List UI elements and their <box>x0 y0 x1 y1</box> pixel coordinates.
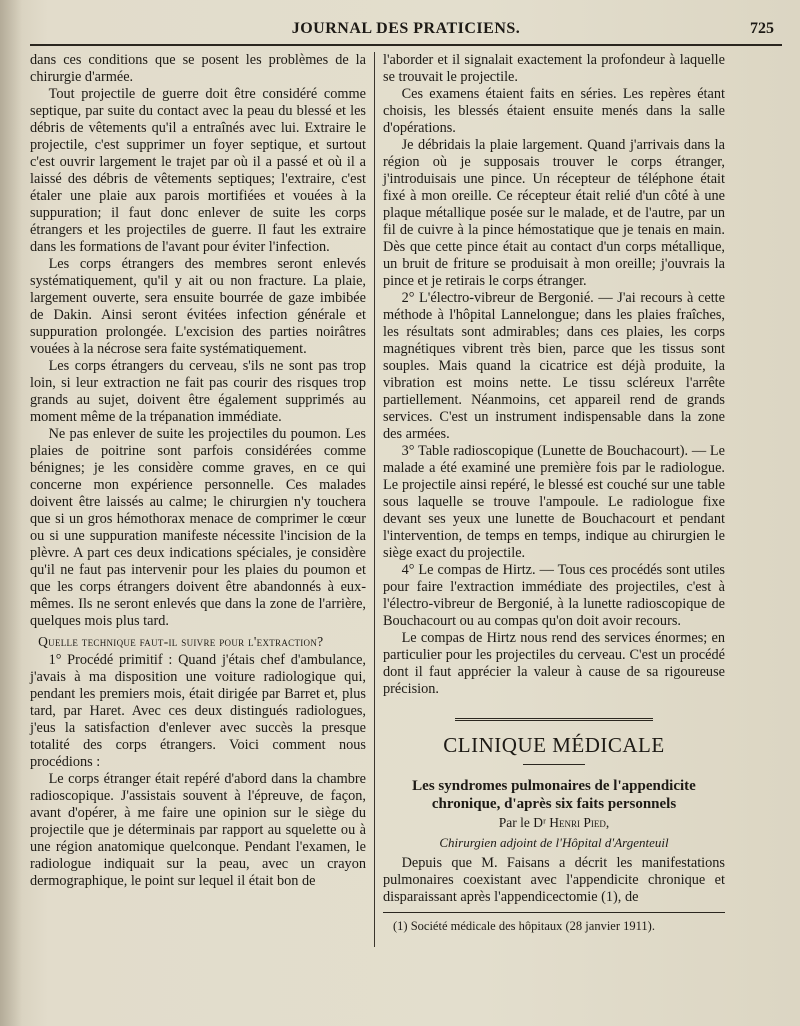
byline <box>383 814 725 831</box>
paragraph: Ne pas enlever de suite les projectiles du poumon. Les plaies de poitrine sont parfois considérées comme bénignes; je les considère comme graves, en ce qui concerne mon expérience personnelle. Ces malades doivent être laissés au calme; le chirurgien n'y touchera que si un gros hémothorax menace de comprimer le cœur ou si une suppuration manifeste nécessite l'incision de la plèvre. A part ces deux indications spéciales, je considère qu'il ne faut pas intervenir pour les plaies du poumon et que les corps étrangers doivent être abandonnés à eux-mêmes. Ils ne seront enlevés que dans la zone de l'arrière, quelques mois plus tard. <box>30 426 366 629</box>
paragraph: dans ces conditions que se posent les problèmes de la chirurgie d'armée. <box>30 52 366 85</box>
running-header <box>30 16 782 42</box>
subheading: Quelle technique faut-il suivre pour l'extraction? <box>38 634 324 649</box>
paragraph: Depuis que M. Faisans a décrit les manifestations pulmonaires coexistant avec l'appendicite chronique et disparaissant après l'appendicectomie (1), de <box>383 855 725 905</box>
section-title: CLINIQUE MÉDICALE <box>443 733 665 757</box>
page-number: 725 <box>750 20 774 37</box>
footnote-rule <box>383 912 725 913</box>
paragraph: 1° Procédé primitif : Quand j'étais chef d'ambulance, j'avais à ma disposition une voiture radiologique qui, pendant les premiers mois, était dirigée par Barret et, plus tard, par Haret. Avec ces deux distingués radiologues, j'eus la satisfaction d'enlever avec succès la presque totalité des corps étrangers. Voici comment nous procédions : <box>30 652 366 770</box>
paragraph: l'aborder et il signalait exactement la profondeur à laquelle se trouvait le projectile. <box>383 52 725 85</box>
paragraph: Les corps étrangers des membres seront enlevés systématiquement, qu'il y ait ou non fracture. La plaie, largement ouverte, sera ensuite bourrée de gaze imbibée de Dakin. Ainsi seront évitées infection générale et suppuration prolongée. L'excision des parties noirâtres vouées à la nécrose sera faite systématiquement. <box>30 256 366 357</box>
paragraph: 3° Table radioscopique (Lunette de Bouchacourt). — Le malade a été examiné une première fois par le radiologue. Le projectile ainsi repéré, le blessé est couché sur une table sous laquelle se trouve l'ampoule. Le radiologue fixe devant ses yeux une lunette de Bouchacourt et pendant l'intervention, de temps en temps, indique au chirurgien le siège exact du projectile. <box>383 443 725 561</box>
paragraph: 2° L'électro-vibreur de Bergonié. — J'ai recours à cette méthode à l'hôpital Lannelongue; dans les plaies fraîches, les résultats sont admirables; dans ces plaies, les corps magnétiques vibrent très bien, parce que les tissus sont souples. Mais quand la cicatrice est déjà produite, la vibration est moins nette. Le tissu scléreux l'arrête partiellement. Néanmoins, cet appareil rend de grands services. C'est un instrument indispensable dans la zone des armées. <box>383 290 725 442</box>
paragraph: Les corps étrangers du cerveau, s'ils ne sont pas trop loin, si leur extraction ne fait pas courir des risques trop grands au sujet, doivent être également supprimés au moment même de la trépanation immédiate. <box>30 358 366 425</box>
article-title: Les syndromes pulmonaires de l'appendicite chronique, d'après six faits personnels <box>412 778 696 812</box>
journal-title: JOURNAL DES PRATICIENS. <box>291 20 521 37</box>
section-rule <box>523 764 585 765</box>
column-divider <box>374 52 375 947</box>
paragraph: Tout projectile de guerre doit être considéré comme septique, par suite du contact avec la peau du blessé et les débris de vêtements qu'il a entraînés avec lui. Extraire le projectile, c'est supprimer un foyer septique, et surtout c'est ouvrir largement le trajet par où il a passé et où il a laissé des débris de vêtements septiques; l'extraire, c'est étaler une plaie aux parois mortifiées et vouées à la suppuration; il faut donc enlever de suite les corps étrangers et les projectiles de guerre. Il faut les extraire dans les formations de l'avant pour éviter l'infection. <box>30 86 366 255</box>
binding-shadow <box>0 0 22 1026</box>
byline-prefix: Par le Dʳ <box>498 815 546 830</box>
author-name: Henri Pied, <box>549 815 610 830</box>
paragraph: Je débridais la plaie largement. Quand j'arrivais dans la région où je supposais trouver le corps étranger, j'introduisais une pince. Un récepteur de téléphone était fixé à mon oreille. Ce récepteur était relié d'un côté à une plaque métallique posée sur le malade, et de l'autre, par un fil de cuivre à la pince hémostatique que je tenais en main. Dès que cette pince était au contact d'un corps métallique, un bruit de friture se produisait à mon oreille; j'ouvrais la pince et je retirais le corps étranger. <box>383 137 725 289</box>
paragraph: Le compas de Hirtz nous rend des services énormes; en particulier pour les projectiles du cerveau. C'est un procédé dont il faut apprécier la valeur à cause de sa rigoureuse précision. <box>383 630 725 697</box>
author-affiliation: Chirurgien adjoint de l'Hôpital d'Argenteuil <box>439 835 669 850</box>
left-column <box>30 52 366 890</box>
section-rule <box>455 718 653 726</box>
paragraph: 4° Le compas de Hirtz. — Tous ces procédés sont utiles pour faire l'extraction immédiate des projectiles, c'est à l'électro-vibreur de Bergonié, à la lunette radioscopique de Bouchacourt ou au compas qu'on doit avoir recours. <box>383 562 725 629</box>
right-column <box>383 52 725 935</box>
paragraph: Ces examens étaient faits en séries. Les repères étant choisis, les blessés étaient ensuite menés dans la salle d'opérations. <box>383 86 725 136</box>
paragraph: Le corps étranger était repéré d'abord dans la chambre radioscopique. J'assistais souvent à l'épreuve, de façon, avant d'opérer, à me faire une opinion sur le siège du projectile que je déterminais par rapport au squelette ou à une région anatomique quelconque. Pendant l'examen, le radiologue indiquait sur la peau, avec un crayon dermographique, le point sur lequel il était bon de <box>30 771 366 889</box>
header-rule <box>30 44 782 46</box>
footnote: (1) Société médicale des hôpitaux (28 janvier 1911). <box>393 919 655 933</box>
